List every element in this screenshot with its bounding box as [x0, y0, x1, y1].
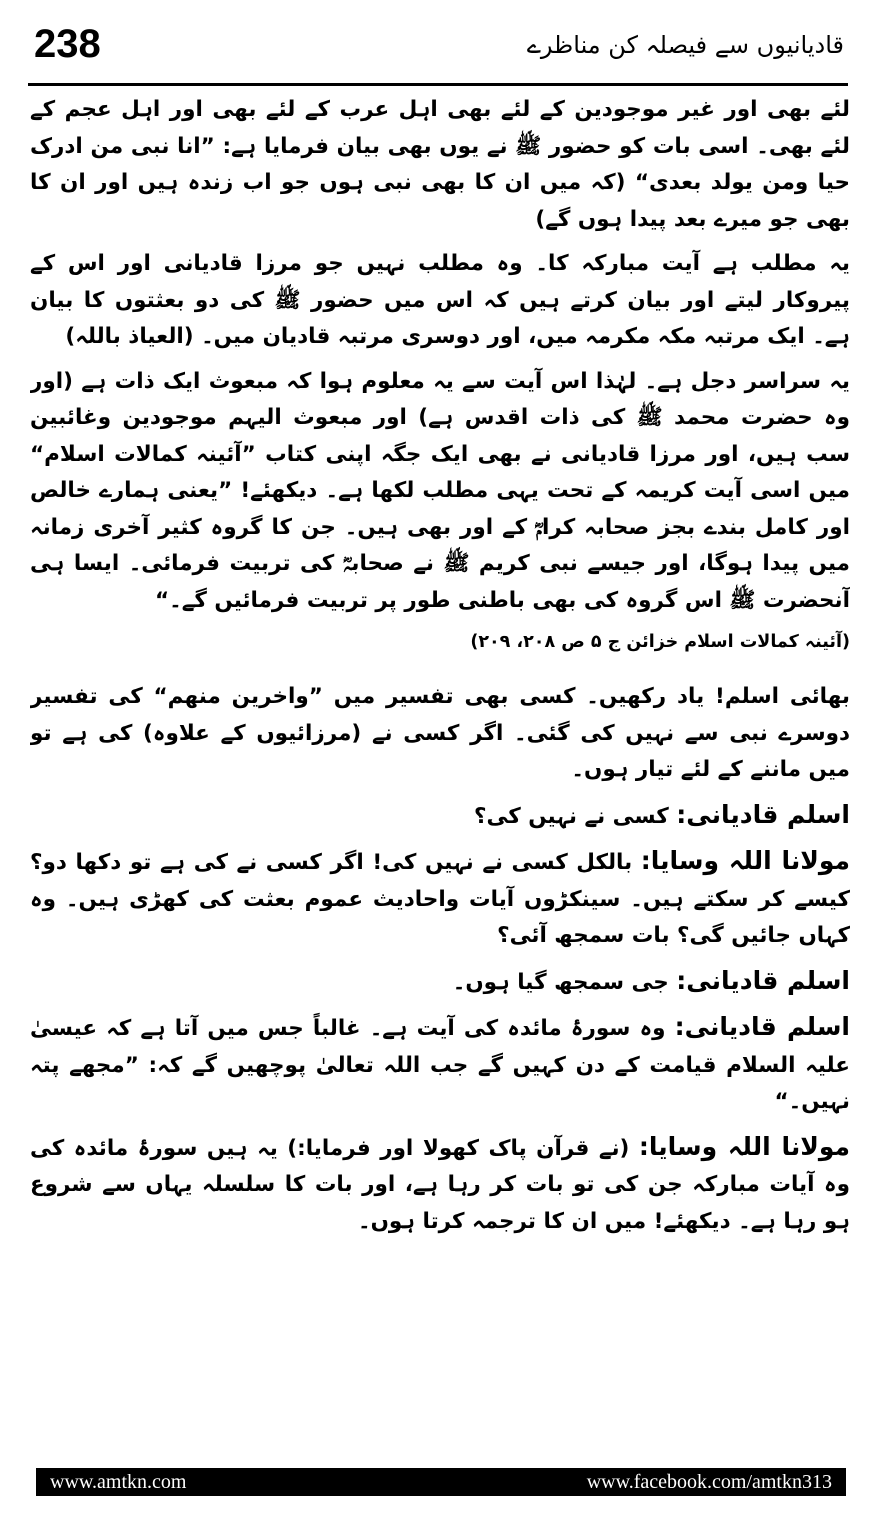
speaker-name: مولانا اللہ وسایا:: [638, 1131, 850, 1161]
dialogue-text: (نے قرآن پاک کھولا اور فرمایا:) یہ ہیں سورۂ مائدہ کی وہ آیات مبارکہ جن کی تو بات کر رہا ہے، اور بات کا سلسلہ یہاں سے شروع ہو رہا ہے۔ دیکھئے! میں ان کا ترجمہ کرتا ہوں۔: [30, 1135, 850, 1234]
dialogue-line-3: [30, 963, 850, 1002]
paragraph-3: یہ سراسر دجل ہے۔ لہٰذا اس آیت سے یہ معلوم ہوا کہ مبعوث ایک ذات ہے (اور وہ حضرت محمد ﷺ کی ذات اقدس ہے) اور مبعوث الیہم موجودین وغائبین سب ہیں، اور مرزا قادیانی نے بھی ایک جگہ اپنی کتاب ”آئینہ کمالات اسلام“ میں اسی آیت کریمہ کے تحت یہی مطلب لکھا ہے۔ دیکھئے! ”یعنی ہمارے خالص اور کامل بندے بجز صحابہ کرامؓ کے اور بھی ہیں۔ جن کا گروہ کثیر آخری زمانہ میں پیدا ہوگا، اور جیسے نبی کریم ﷺ نے صحابہؓ کی تربیت فرمائی۔ ایسا ہی آنحضرت ﷺ اس گروہ کی بھی باطنی طور پر تربیت فرمائیں گے۔“: [30, 368, 850, 613]
dialogue-line-5: [30, 1129, 850, 1241]
website-url: www.amtkn.com: [50, 1471, 187, 1493]
page-body: [30, 92, 850, 1442]
page-number: 238: [34, 22, 101, 66]
dialogue-text: کسی نے نہیں کی؟: [474, 803, 669, 829]
speaker-name: اسلم قادیانی:: [676, 965, 850, 995]
paragraph-2: یہ مطلب ہے آیت مبارکہ کا۔ وہ مطلب نہیں جو مرزا قادیانی اور اس کے پیروکار لیتے اور بیان کرتے ہیں کہ اس میں حضور ﷺ کی دو بعثتوں کا بیان ہے۔ ایک مرتبہ مکہ مکرمہ میں، اور دوسری مرتبہ قادیان میں۔ (العیاذ باللہ): [30, 251, 850, 349]
header-rule: [28, 83, 848, 86]
reference-citation: (آئینہ کمالات اسلام خزائن ج ۵ ص ۲۰۸، ۲۰۹): [470, 632, 850, 652]
running-title: قادیانیوں سے فیصلہ کن مناظرے: [526, 31, 844, 59]
dialogue-text: وہ سورۂ مائدہ کی آیت ہے۔ غالباً جس میں آتا ہے کہ عیسیٰ علیہ السلام قیامت کے دن کہیں گے جب اللہ تعالیٰ پوچھیں گے کہ: ”مجھے پتہ نہیں۔“: [30, 1016, 850, 1114]
dialogue-line-1: [30, 797, 850, 836]
speaker-name: اسلم قادیانی:: [674, 1012, 850, 1041]
dialogue-text: جی سمجھ گیا ہوں۔: [452, 969, 669, 995]
page-footer: [36, 1468, 846, 1496]
speaker-name: اسلم قادیانی:: [676, 799, 850, 829]
paragraph-4: بھائی اسلم! یاد رکھیں۔ کسی بھی تفسیر میں ”واخرین منھم“ کی تفسیر دوسرے نبی سے نہیں کی گئی۔ اگر کسی نے (مرزائیوں کے علاوہ) کی ہے تو میں ماننے کے لئے تیار ہوں۔: [30, 684, 850, 782]
dialogue-line-4: [30, 1009, 850, 1121]
dialogue-line-2: [30, 843, 850, 955]
facebook-url: www.facebook.com/amtkn313: [586, 1471, 832, 1493]
paragraph-1: لئے بھی اور غیر موجودین کے لئے بھی اہل عرب کے لئے بھی اور اہل عجم کے لئے بھی۔ اسی بات کو حضور ﷺ نے یوں بھی بیان فرمایا ہے: ”انا نبی من ادرک حیا ومن یولد بعدی“ (کہ میں ان کا بھی نبی ہوں جو اب زندہ ہیں اور ان کا بھی جو میرے بعد پیدا ہوں گے): [30, 97, 850, 232]
page-header: [30, 18, 850, 76]
dialogue-text: بالکل کسی نے نہیں کی! اگر کسی نے کی ہے تو دکھا دو؟ کیسے کر سکتے ہیں۔ سینکڑوں آیات واحادیث عموم بعثت کی کھڑی ہیں۔ وہ کہاں جائیں گی؟ بات سمجھ آئی؟: [30, 850, 850, 948]
speaker-name: مولانا اللہ وسایا:: [640, 846, 850, 875]
